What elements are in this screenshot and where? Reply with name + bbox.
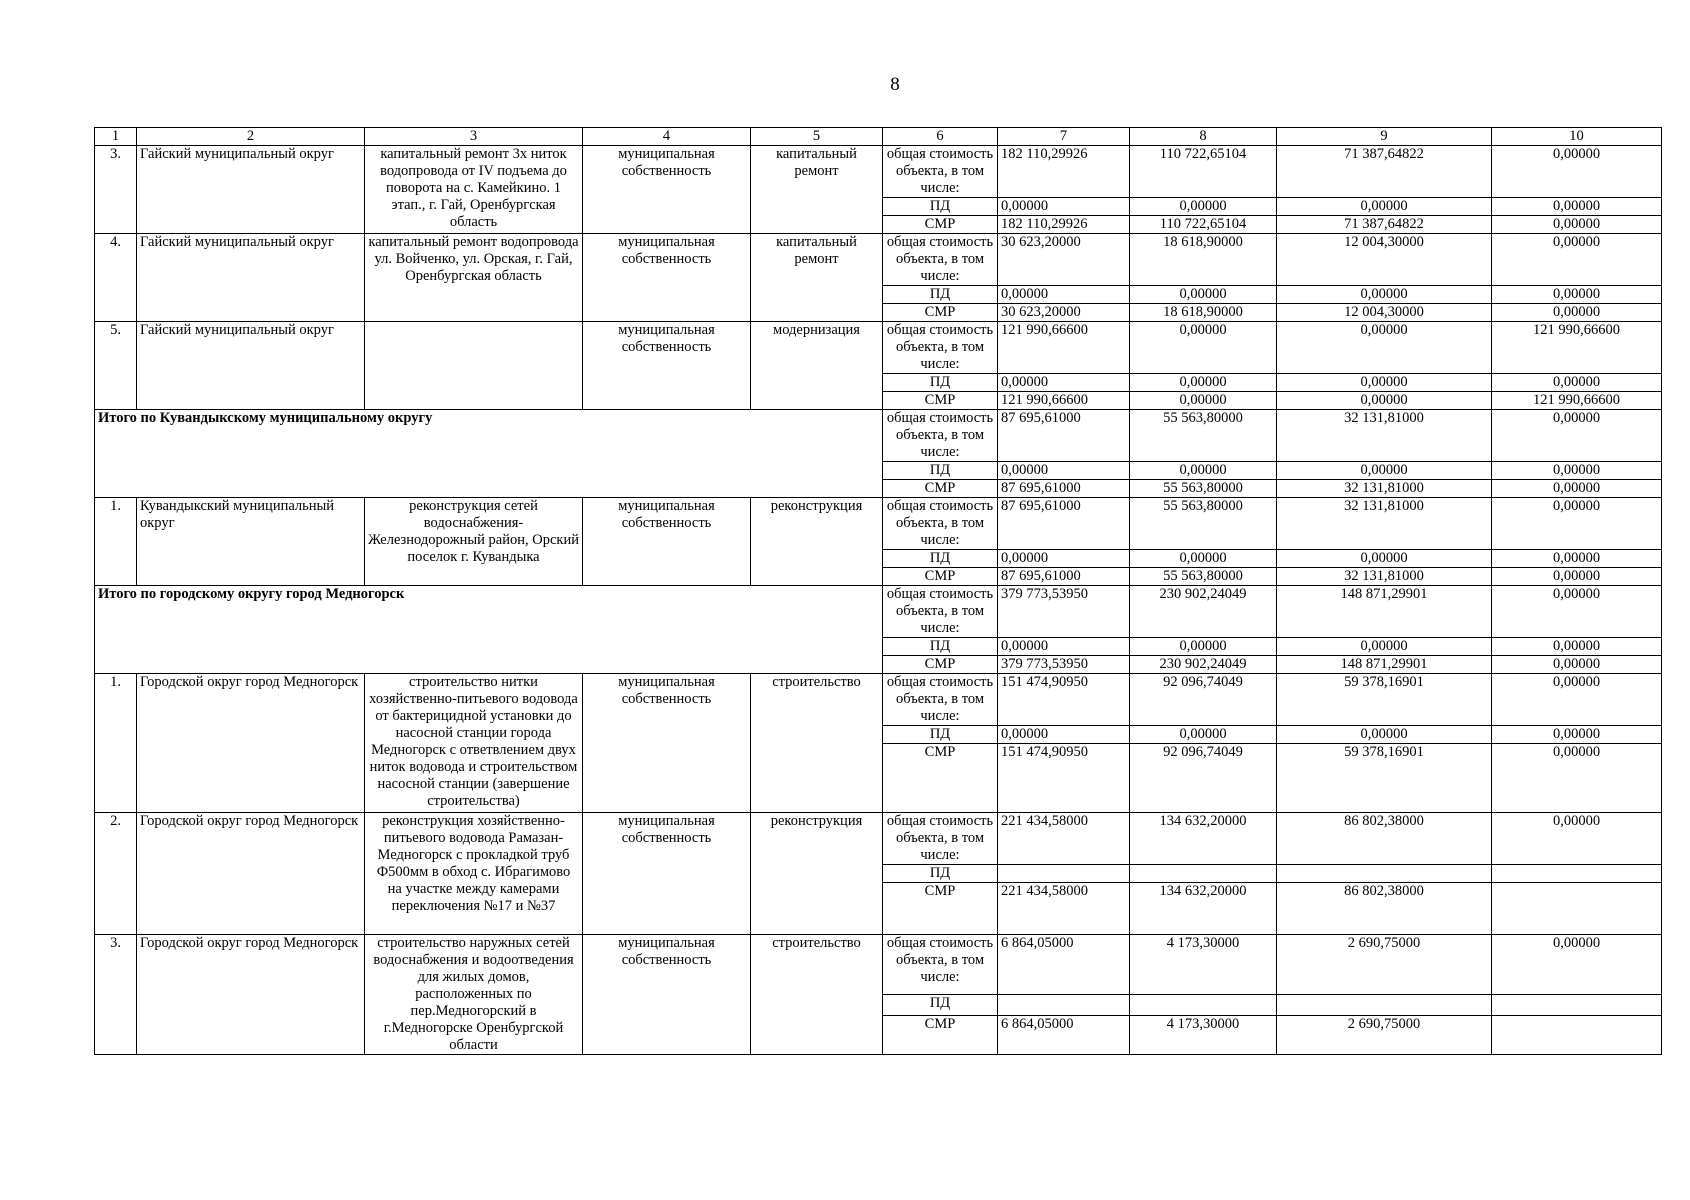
amount-cell: 0,00000: [1492, 638, 1662, 656]
amount-cell: 0,00000: [1130, 726, 1277, 744]
district-name: Городской округ город Медногорск: [137, 935, 365, 1055]
cost-type-label: общая стоимость объекта, в том числе:: [883, 234, 998, 286]
amount-cell: 0,00000: [1277, 726, 1492, 744]
row-number: 2.: [95, 813, 137, 935]
col-header: 10: [1492, 128, 1662, 146]
col-header: 6: [883, 128, 998, 146]
amount-cell: 0,00000: [1492, 744, 1662, 813]
object-description: капитальный ремонт 3х ниток водопровода от IV подъема до поворота на с. Камейкино. 1 этап., г. Гай, Оренбургская область: [365, 146, 583, 234]
amount-cell: 182 110,29926: [998, 216, 1130, 234]
ownership-type: муниципальная собственность: [583, 674, 751, 813]
table-row: [95, 322, 1662, 374]
amount-cell: 0,00000: [1130, 286, 1277, 304]
ownership-type: муниципальная собственность: [583, 146, 751, 234]
amount-cell: 0,00000: [1130, 374, 1277, 392]
amount-cell: 0,00000: [1492, 374, 1662, 392]
amount-cell: 151 474,90950: [998, 744, 1130, 813]
cost-type-label: СМР: [883, 744, 998, 813]
row-number: 1.: [95, 674, 137, 813]
table-row: [95, 234, 1662, 286]
cost-type-label: СМР: [883, 568, 998, 586]
row-number: 1.: [95, 498, 137, 586]
district-name: Гайский муниципальный округ: [137, 146, 365, 234]
amount-cell: 148 871,29901: [1277, 586, 1492, 638]
amount-cell: 121 990,66600: [998, 392, 1130, 410]
ownership-type: муниципальная собственность: [583, 234, 751, 322]
amount-cell: 0,00000: [1492, 568, 1662, 586]
amount-cell: 0,00000: [1492, 216, 1662, 234]
amount-cell: 6 864,05000: [998, 1015, 1130, 1054]
amount-cell: 0,00000: [1492, 656, 1662, 674]
amount-cell: 32 131,81000: [1277, 410, 1492, 462]
amount-cell: 12 004,30000: [1277, 304, 1492, 322]
total-row: [95, 586, 1662, 638]
cost-type-label: общая стоимость объекта, в том числе:: [883, 813, 998, 865]
amount-cell: 18 618,90000: [1130, 304, 1277, 322]
object-description: строительство нитки хозяйственно-питьевого водовода от бактерицидной установки до насосной станции города Медногорск с ответвлением двух ниток водовода и строительством насосной станции (завершение строительства): [365, 674, 583, 813]
amount-cell: 32 131,81000: [1277, 568, 1492, 586]
amount-cell: 0,00000: [1492, 935, 1662, 995]
amount-cell: 182 110,29926: [998, 146, 1130, 198]
amount-cell: 151 474,90950: [998, 674, 1130, 726]
district-name: Гайский муниципальный округ: [137, 322, 365, 410]
amount-cell: 221 434,58000: [998, 883, 1130, 935]
amount-cell: 0,00000: [1492, 462, 1662, 480]
cost-type-label: ПД: [883, 462, 998, 480]
ownership-type: муниципальная собственность: [583, 935, 751, 1055]
amount-cell: 6 864,05000: [998, 935, 1130, 995]
amount-cell: 148 871,29901: [1277, 656, 1492, 674]
amount-cell: 0,00000: [1492, 234, 1662, 286]
object-description: реконструкция сетей водоснабжения- Железнодорожный район, Орский поселок г. Кувандыка: [365, 498, 583, 586]
row-number: 3.: [95, 935, 137, 1055]
amount-cell: 87 695,61000: [998, 568, 1130, 586]
cost-type-label: общая стоимость объекта, в том числе:: [883, 935, 998, 995]
amount-cell: 379 773,53950: [998, 586, 1130, 638]
amount-cell: 12 004,30000: [1277, 234, 1492, 286]
amount-cell: 92 096,74049: [1130, 674, 1277, 726]
cost-type-label: СМР: [883, 1015, 998, 1054]
amount-cell: 55 563,80000: [1130, 568, 1277, 586]
amount-cell: 121 990,66600: [1492, 392, 1662, 410]
amount-cell: 55 563,80000: [1130, 480, 1277, 498]
district-name: Кувандыкский муниципальный округ: [137, 498, 365, 586]
work-type: реконструкция: [751, 813, 883, 935]
work-type: строительство: [751, 935, 883, 1055]
table-row: [95, 498, 1662, 550]
amount-cell: 0,00000: [1277, 198, 1492, 216]
amount-cell: 0,00000: [1130, 462, 1277, 480]
amount-cell: 0,00000: [1130, 638, 1277, 656]
amount-cell: 0,00000: [1492, 146, 1662, 198]
amount-cell: 0,00000: [1492, 498, 1662, 550]
col-header: 5: [751, 128, 883, 146]
cost-type-label: ПД: [883, 638, 998, 656]
amount-cell: 0,00000: [1277, 462, 1492, 480]
amount-cell: 0,00000: [1277, 322, 1492, 374]
table-row: [95, 813, 1662, 865]
cost-type-label: ПД: [883, 550, 998, 568]
header-row: [95, 128, 1662, 146]
amount-cell: 71 387,64822: [1277, 146, 1492, 198]
amount-cell: [1492, 865, 1662, 883]
district-name: Городской округ город Медногорск: [137, 813, 365, 935]
amount-cell: 0,00000: [998, 462, 1130, 480]
amount-cell: 92 096,74049: [1130, 744, 1277, 813]
cost-type-label: общая стоимость объекта, в том числе:: [883, 498, 998, 550]
amount-cell: 86 802,38000: [1277, 883, 1492, 935]
object-description: строительство наружных сетей водоснабжения и водоотведения для жилых домов, расположенных по пер.Медногорский в г.Медногорске Оренбургской области: [365, 935, 583, 1055]
amount-cell: 59 378,16901: [1277, 674, 1492, 726]
object-description: [365, 322, 583, 410]
amount-cell: 0,00000: [1492, 813, 1662, 865]
cost-type-label: общая стоимость объекта, в том числе:: [883, 410, 998, 462]
amount-cell: 0,00000: [998, 638, 1130, 656]
district-name: Городской округ город Медногорск: [137, 674, 365, 813]
amount-cell: 0,00000: [998, 286, 1130, 304]
amount-cell: 32 131,81000: [1277, 498, 1492, 550]
cost-type-label: ПД: [883, 198, 998, 216]
amount-cell: 87 695,61000: [998, 498, 1130, 550]
amount-cell: 87 695,61000: [998, 410, 1130, 462]
amount-cell: 121 990,66600: [998, 322, 1130, 374]
cost-type-label: общая стоимость объекта, в том числе:: [883, 322, 998, 374]
row-number: 3.: [95, 146, 137, 234]
amount-cell: 0,00000: [1492, 410, 1662, 462]
amount-cell: [1277, 995, 1492, 1016]
amount-cell: 71 387,64822: [1277, 216, 1492, 234]
cost-type-label: СМР: [883, 216, 998, 234]
cost-type-label: СМР: [883, 392, 998, 410]
total-title: Итого по Кувандыкскому муниципальному округу: [95, 410, 883, 498]
amount-cell: 4 173,30000: [1130, 1015, 1277, 1054]
amount-cell: 30 623,20000: [998, 304, 1130, 322]
amount-cell: 0,00000: [1492, 586, 1662, 638]
amount-cell: 4 173,30000: [1130, 935, 1277, 995]
cost-type-label: СМР: [883, 480, 998, 498]
col-header: 1: [95, 128, 137, 146]
amount-cell: [1130, 995, 1277, 1016]
table-row: [95, 146, 1662, 198]
amount-cell: 121 990,66600: [1492, 322, 1662, 374]
amount-cell: 0,00000: [1277, 374, 1492, 392]
work-type: капитальный ремонт: [751, 234, 883, 322]
work-type: реконструкция: [751, 498, 883, 586]
amount-cell: [1277, 865, 1492, 883]
page-number: 8: [890, 74, 900, 95]
amount-cell: 0,00000: [998, 374, 1130, 392]
amount-cell: 230 902,24049: [1130, 656, 1277, 674]
col-header: 9: [1277, 128, 1492, 146]
col-header: 4: [583, 128, 751, 146]
amount-cell: 0,00000: [998, 550, 1130, 568]
amount-cell: 230 902,24049: [1130, 586, 1277, 638]
work-type: модернизация: [751, 322, 883, 410]
amount-cell: [1492, 1015, 1662, 1054]
work-type: строительство: [751, 674, 883, 813]
amount-cell: 0,00000: [1492, 480, 1662, 498]
cost-type-label: общая стоимость объекта, в том числе:: [883, 146, 998, 198]
amount-cell: 0,00000: [1277, 286, 1492, 304]
object-description: реконструкция хозяйственно-питьевого водовода Рамазан-Медногорск с прокладкой труб Ф500мм в обход с. Ибрагимово на участке между камерами переключения №17 и №37: [365, 813, 583, 935]
amount-cell: 110 722,65104: [1130, 216, 1277, 234]
amount-cell: 0,00000: [1492, 304, 1662, 322]
cost-type-label: СМР: [883, 304, 998, 322]
amount-cell: 32 131,81000: [1277, 480, 1492, 498]
amount-cell: 0,00000: [1492, 726, 1662, 744]
amount-cell: 0,00000: [1277, 550, 1492, 568]
amount-cell: 0,00000: [1492, 198, 1662, 216]
amount-cell: 0,00000: [1492, 550, 1662, 568]
ownership-type: муниципальная собственность: [583, 498, 751, 586]
amount-cell: 110 722,65104: [1130, 146, 1277, 198]
amount-cell: 0,00000: [1492, 286, 1662, 304]
row-number: 5.: [95, 322, 137, 410]
amount-cell: [998, 995, 1130, 1016]
amount-cell: 55 563,80000: [1130, 498, 1277, 550]
cost-type-label: общая стоимость объекта, в том числе:: [883, 586, 998, 638]
district-name: Гайский муниципальный округ: [137, 234, 365, 322]
amount-cell: 2 690,75000: [1277, 935, 1492, 995]
amount-cell: 86 802,38000: [1277, 813, 1492, 865]
amount-cell: 0,00000: [998, 198, 1130, 216]
table-row: [95, 674, 1662, 726]
ownership-type: муниципальная собственность: [583, 322, 751, 410]
amount-cell: [1130, 865, 1277, 883]
amount-cell: 0,00000: [1130, 392, 1277, 410]
amount-cell: 0,00000: [1277, 638, 1492, 656]
table-row: [95, 935, 1662, 995]
amount-cell: 87 695,61000: [998, 480, 1130, 498]
amount-cell: 59 378,16901: [1277, 744, 1492, 813]
amount-cell: 0,00000: [1130, 322, 1277, 374]
amount-cell: 379 773,53950: [998, 656, 1130, 674]
total-title: Итого по городскому округу город Медногорск: [95, 586, 883, 674]
amount-cell: 0,00000: [998, 726, 1130, 744]
amount-cell: [998, 865, 1130, 883]
financing-table: [94, 127, 1662, 1055]
amount-cell: 0,00000: [1492, 674, 1662, 726]
amount-cell: 134 632,20000: [1130, 883, 1277, 935]
amount-cell: 0,00000: [1277, 392, 1492, 410]
amount-cell: 0,00000: [1130, 198, 1277, 216]
amount-cell: 18 618,90000: [1130, 234, 1277, 286]
row-number: 4.: [95, 234, 137, 322]
col-header: 3: [365, 128, 583, 146]
amount-cell: 30 623,20000: [998, 234, 1130, 286]
amount-cell: 55 563,80000: [1130, 410, 1277, 462]
cost-type-label: ПД: [883, 726, 998, 744]
amount-cell: 0,00000: [1130, 550, 1277, 568]
cost-type-label: ПД: [883, 286, 998, 304]
col-header: 8: [1130, 128, 1277, 146]
object-description: капитальный ремонт водопровода ул. Войченко, ул. Орская, г. Гай, Оренбургская область: [365, 234, 583, 322]
cost-type-label: общая стоимость объекта, в том числе:: [883, 674, 998, 726]
amount-cell: [1492, 995, 1662, 1016]
col-header: 2: [137, 128, 365, 146]
cost-type-label: ПД: [883, 995, 998, 1016]
amount-cell: 134 632,20000: [1130, 813, 1277, 865]
amount-cell: [1492, 883, 1662, 935]
ownership-type: муниципальная собственность: [583, 813, 751, 935]
amount-cell: 221 434,58000: [998, 813, 1130, 865]
col-header: 7: [998, 128, 1130, 146]
cost-type-label: СМР: [883, 883, 998, 935]
cost-type-label: ПД: [883, 374, 998, 392]
total-row: [95, 410, 1662, 462]
cost-type-label: СМР: [883, 656, 998, 674]
amount-cell: 2 690,75000: [1277, 1015, 1492, 1054]
work-type: капитальный ремонт: [751, 146, 883, 234]
cost-type-label: ПД: [883, 865, 998, 883]
